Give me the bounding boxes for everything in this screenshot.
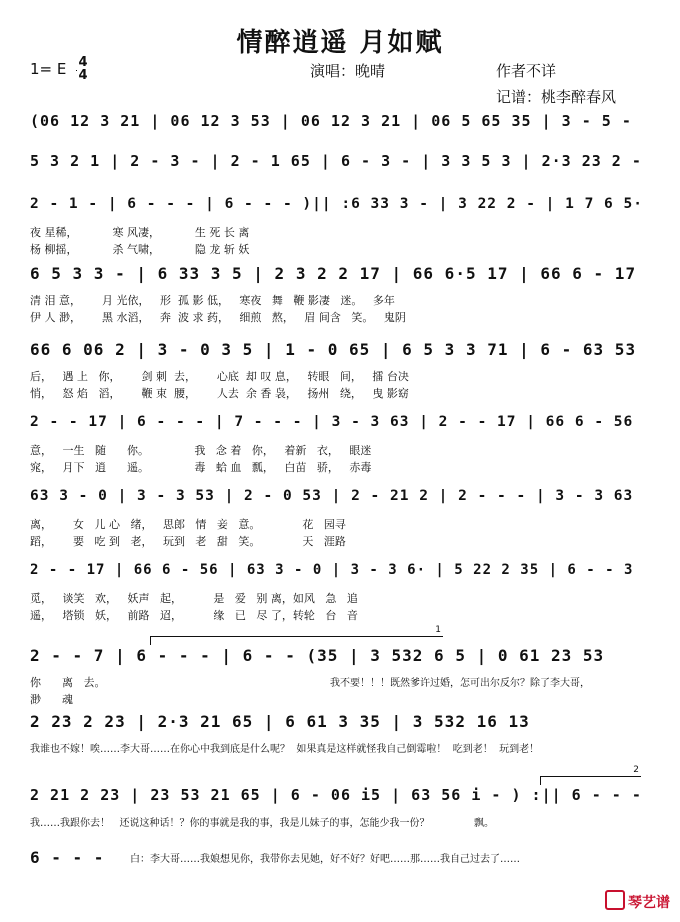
notation-line: 5 3 2 1 | 2 - 3 - | 2 - 1 65 | 6 - 3 - | 3 3 5 3 | 2·3 23 2 - [30, 152, 642, 170]
singer-credit: 演唱：晚晴 [310, 62, 386, 80]
time-sig-bottom: 4 [78, 68, 88, 83]
score-row [30, 646, 645, 720]
notation-line: 2 - - 17 | 66 6 - 56 | 63 3 - 0 | 3 - 3 6· | 5 22 2 35 | 6 - - 3 [30, 562, 634, 578]
notation-line: 6 5 3 3 - | 6 33 3 5 | 2 3 2 2 17 | 66 6·5 17 | 66 6 - 17 [30, 264, 637, 283]
lyric-line: 蹈， 要 吃 到 老， 玩到 老 甜 笑。 天 涯路 [30, 535, 346, 548]
key-signature: 1= E [30, 60, 67, 78]
watermark-text: 琴艺谱 [628, 895, 670, 911]
narration-line: 我不要！！！既然爹许过婚，怎可出尔反尔？除了李大哥， [330, 678, 590, 689]
notation-line: 2 23 2 23 | 2·3 21 65 | 6 61 3 35 | 3 532 16 13 [30, 712, 530, 731]
lyric-line: 遥， 塔锁 妖， 前路 迢， 缘 已 尽 了，转轮 台 音 [30, 609, 358, 622]
score-row [30, 196, 645, 270]
notation-line: 6 - - - [30, 848, 105, 867]
score-row [30, 848, 645, 922]
lyric-line: 你 离 去。 [30, 676, 106, 689]
notation-line: 66 6 06 2 | 3 - 0 3 5 | 1 - 0 65 | 6 5 3 3 71 | 6 - 63 53 [30, 340, 637, 359]
volta-number: 2 [633, 765, 639, 775]
lyric-line: 渺 魂 [30, 693, 73, 706]
composer-credit: 作者不详 [496, 62, 557, 80]
notation-line: 2 21 2 23 | 23 53 21 65 | 6 - 06 i5 | 63 56 i - ) :|| 6 - - - [30, 786, 642, 804]
lyric-line: 伊 人 渺， 黑 水滔， 奔 波 求 药， 细煎 熬， 眉 间含 笑。 鬼阴 [30, 311, 406, 324]
lyric-line: 夜 星稀， 寒 风凄， 生 死 长 离 [30, 226, 250, 239]
score-row [30, 264, 645, 338]
lyric-line: 意， 一生 随 你。 我 念 着 你， 着新 衣， 眼迷 [30, 444, 372, 457]
narration-line: 我……我跟你去！ 还说这种话！？你的事就是我的事，我是儿妹子的事，怎能少我一份？ 飘。 [30, 818, 495, 829]
time-signature [76, 56, 90, 82]
volta-number: 1 [435, 625, 441, 635]
notation-line: (06 12 3 21 | 06 12 3 53 | 06 12 3 21 | 06 5 65 35 | 3 - 5 - [30, 112, 632, 130]
lyric-line: 杨 柳摇， 杀 气啸， 隐 龙 斩 妖 [30, 243, 250, 256]
time-sig-top: 4 [78, 55, 88, 70]
score-row [30, 414, 645, 488]
lyric-line: 窕， 月下 逍 遥。 毒 蛤 血 瓢， 白苗 骄， 赤毒 [30, 461, 372, 474]
logo-icon [605, 890, 625, 910]
volta-first-ending [150, 625, 443, 645]
transcriber-credit: 记谱：桃李醉春风 [496, 88, 617, 106]
score-row [30, 340, 645, 414]
lyric-line: 悄， 怒 焰 滔， 鞭 束 腰， 人去 余 香 袅， 扬州 绕， 曳 影窈 [30, 387, 409, 400]
lyric-line: 离， 女 儿 心 绪， 思郎 情 妾 意。 花 园寻 [30, 518, 346, 531]
notation-line: 2 - - 7 | 6 - - - | 6 - - (35 | 3 532 6 5 | 0 61 23 53 [30, 646, 605, 665]
score-row [30, 562, 645, 636]
lyric-line: 后， 遇 上 你， 剑 刺 去， 心底 却 叹 息， 转眼 间， 擂 台决 [30, 370, 409, 383]
volta-second-ending [540, 765, 641, 785]
notation-line: 2 - 1 - | 6 - - - | 6 - - - )|| :6 33 3 - | 3 22 2 - | 1 7 6 5· [30, 196, 643, 212]
score-row [30, 488, 645, 562]
narration-line: 我谁也不嫁！唉……李大哥……在你心中我到底是什么呢？ 如果真是这样就怪我自己倒霉啦！ 吃到老！ 玩到老！ [30, 744, 540, 755]
lyric-line: 清 泪 意， 月 光依， 形 孤 影 低， 寒夜 舞 鞭 影凄 迷。 多年 [30, 294, 395, 307]
score-row [30, 712, 645, 786]
narration-line: 白：李大哥……我娘想见你，我带你去见她，好不好？好吧……那……我自己过去了…… [130, 854, 520, 865]
lyric-line: 觅， 谈笑 欢， 妖声 起， 是 爱 别 离，如风 急 追 [30, 592, 358, 605]
watermark-logo [605, 890, 670, 912]
notation-line: 63 3 - 0 | 3 - 3 53 | 2 - 0 53 | 2 - 21 2 | 2 - - - | 3 - 3 63 [30, 488, 634, 504]
song-title: 情醉逍遥 月如赋 [236, 28, 444, 58]
notation-line: 2 - - 17 | 6 - - - | 7 - - - | 3 - 3 63 | 2 - - 17 | 66 6 - 56 [30, 414, 634, 430]
